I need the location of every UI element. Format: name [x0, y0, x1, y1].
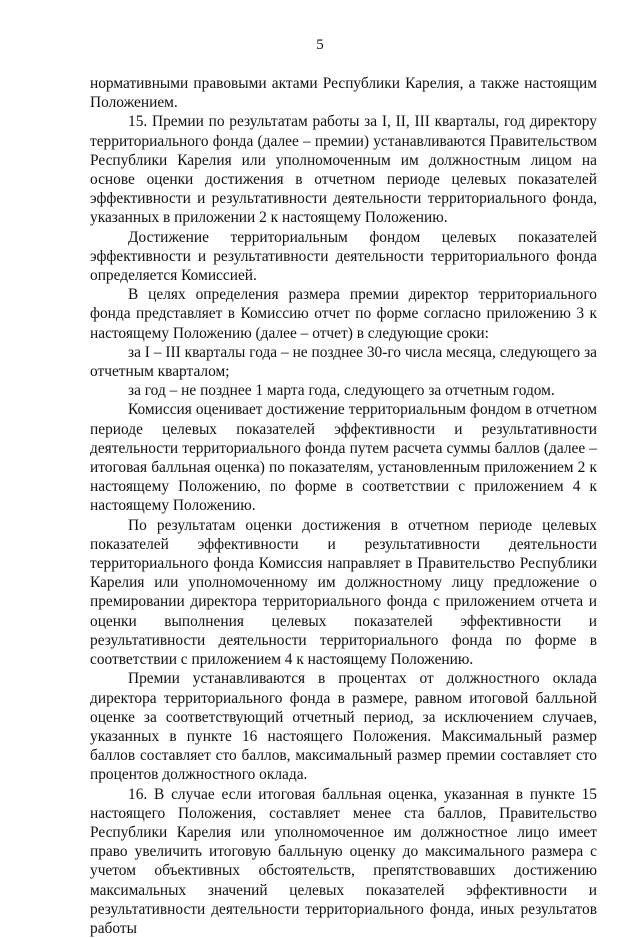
- paragraph-item-15: 15. Премии по результатам работы за I, II, III кварталы, год директору территориального фонда (далее – премии) устанавливаются Правительством Республики Карелия или уполномоченным им должностным лицом на основе оценки достижения в отчетном периоде целевых показателей эффективности и результативности деятельности территориального фонда, указанных в приложении 2 к настоящему Положению.: [90, 113, 597, 227]
- paragraph-report-submission: В целях определения размера премии директор территориального фонда представляет в Комиссию отчет по форме согласно приложению 3 к настоящему Положению (далее – отчет) в следующие сроки:: [90, 286, 597, 342]
- paragraph-item-16: 16. В случае если итоговая балльная оценка, указанная в пункте 15 настоящего Положения, составляет менее ста баллов, Правительство Республики Карелия или уполномоченное им должностное лицо имеет право увеличить итоговую балльную оценку до максимального размера с учетом объективных обстоятельств, препятствовавших достижению максимальных значений целевых показателей эффективности и результативности деятельности территориального фонда, иных результатов работы: [90, 785, 597, 937]
- paragraph-deadline-quarters: за I – III кварталы года – не позднее 30-го числа месяца, следующего за отчетным кварталом;: [90, 343, 597, 381]
- paragraph-deadline-year: за год – не позднее 1 марта года, следующего за отчетным годом.: [128, 382, 555, 400]
- paragraph-commission-determination: Достижение территориальным фондом целевых показателей эффективности и результативности деятельности территориального фонда определяется Комиссией.: [90, 228, 597, 285]
- document-body: [90, 74, 597, 938]
- paragraph-continuation: нормативными правовыми актами Республики Карелия, а также настоящим Положением.: [90, 75, 597, 112]
- paragraph-bonus-percent: Премии устанавливаются в процентах от должностного оклада директора территориального фонда в размере, равном итоговой балльной оценке за соответствующий отчетный период, за исключением случаев, указанных в пункте 16 настоящего Положения. Максимальный размер баллов составляет сто баллов, максимальный размер премии составляет сто процентов должностного оклада.: [90, 670, 597, 784]
- paragraph-commission-proposal: По результатам оценки достижения в отчетном периоде целевых показателей эффективности и результативности деятельности территориального фонда Комиссия направляет в Правительство Республики Карелия или уполномоченному им должностному лицу предложение о премировании директора территориального фонда с приложением отчета и оценки выполнения целевых показателей эффективности и результативности деятельности территориального фонда по форме в соответствии с приложением 4 к настоящему Положению.: [90, 516, 597, 669]
- page-number: 5: [316, 37, 324, 53]
- paragraph-commission-assessment: Комиссия оценивает достижение территориальным фондом в отчетном периоде целевых показателей эффективности и результативности деятельности территориального фонда путем расчета суммы баллов (далее – итоговая балльная оценка) по показателям, установленным приложением 2 к настоящему Положению, по форме в соответствии с приложением 4 к настоящему Положению.: [90, 401, 597, 515]
